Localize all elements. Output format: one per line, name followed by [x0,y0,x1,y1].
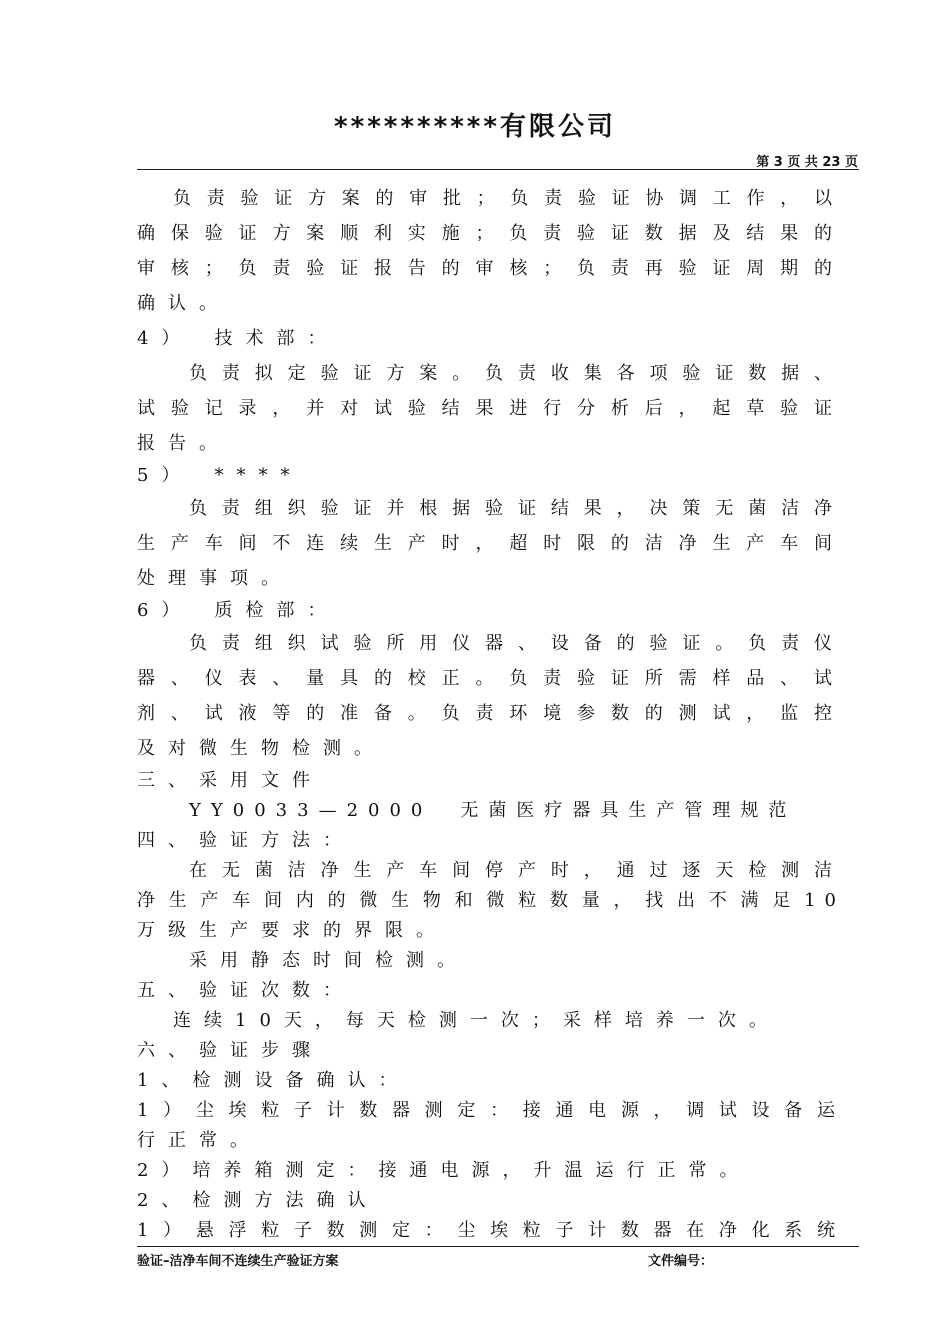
text-line: 负责组织试验所用仪器、设备的验证。负责仪 [189,633,845,654]
header-rule [137,169,859,170]
section-heading: 1、检测设备确认： [137,1070,410,1091]
text-line: 确认。 [137,293,230,314]
text-line: 2）培养箱测定：接通电源，升温运行正常。 [137,1160,751,1181]
text-line: 采用静态时间检测。 [189,950,468,971]
text-line: 器、仪表、量具的校正。负责验证所需样品、试 [137,668,845,689]
text-line: 报告。 [137,433,230,454]
text-line: 生产车间不连续生产时，超时限的洁净生产车间 [137,533,845,554]
text-line: 负责组织验证并根据验证结果，决策无菌洁净 [189,498,845,519]
footer-rule [137,1246,859,1247]
document-body [137,181,845,1246]
text-line: YY0033—2000 无菌医疗器具生产管理规范 [189,800,797,821]
section-heading: 6） 质检部： [137,600,339,621]
text-line: 试验记录，并对试验结果进行分析后，起草验证 [137,398,845,419]
page-number: 第 3 页 共 23 页 [756,155,858,170]
text-line: 1）尘埃粒子计数器测定：接通电源，调试设备运 [137,1100,845,1121]
section-heading: 4） 技术部： [137,328,339,349]
footer-doc-number: 文件编号： [648,1254,714,1269]
company-title: **********有限公司 [334,112,616,142]
text-line: 1）悬浮粒子数测定：尘埃粒子计数器在净化系统 [137,1220,845,1241]
section-heading: 四、验证方法： [137,830,354,851]
section-heading: 三、采用文件 [137,770,323,791]
text-line: 负责验证方案的审批；负责验证协调工作，以 [173,188,845,209]
text-line: 处理事项。 [137,568,292,589]
section-heading: 五、验证次数： [137,980,354,1001]
text-line: 审核；负责验证报告的审核；负责再验证周期的 [137,258,845,279]
text-line: 净生产车间内的微生物和微粒数量，找出不满足10 [137,890,845,911]
section-heading: 2、检测方法确认 [137,1190,379,1211]
footer-doc-title: 验证–洁净车间不连续生产验证方案 [137,1254,339,1269]
text-line: 万级生产要求的界限。 [137,920,447,941]
text-line: 在无菌洁净生产车间停产时，通过逐天检测洁 [189,860,845,881]
text-line: 行正常。 [137,1130,261,1151]
text-line: 连续10天，每天检测一次；采样培养一次。 [173,1010,780,1031]
text-line: 确保验证方案顺利实施；负责验证数据及结果的 [137,223,845,244]
text-line: 负责拟定验证方案。负责收集各项验证数据、 [189,363,845,384]
section-heading: 5） **** [137,465,303,486]
section-heading: 六、验证步骤 [137,1040,323,1061]
text-line: 剂、试液等的准备。负责环境参数的测试，监控 [137,703,845,724]
text-line: 及对微生物检测。 [137,738,385,759]
